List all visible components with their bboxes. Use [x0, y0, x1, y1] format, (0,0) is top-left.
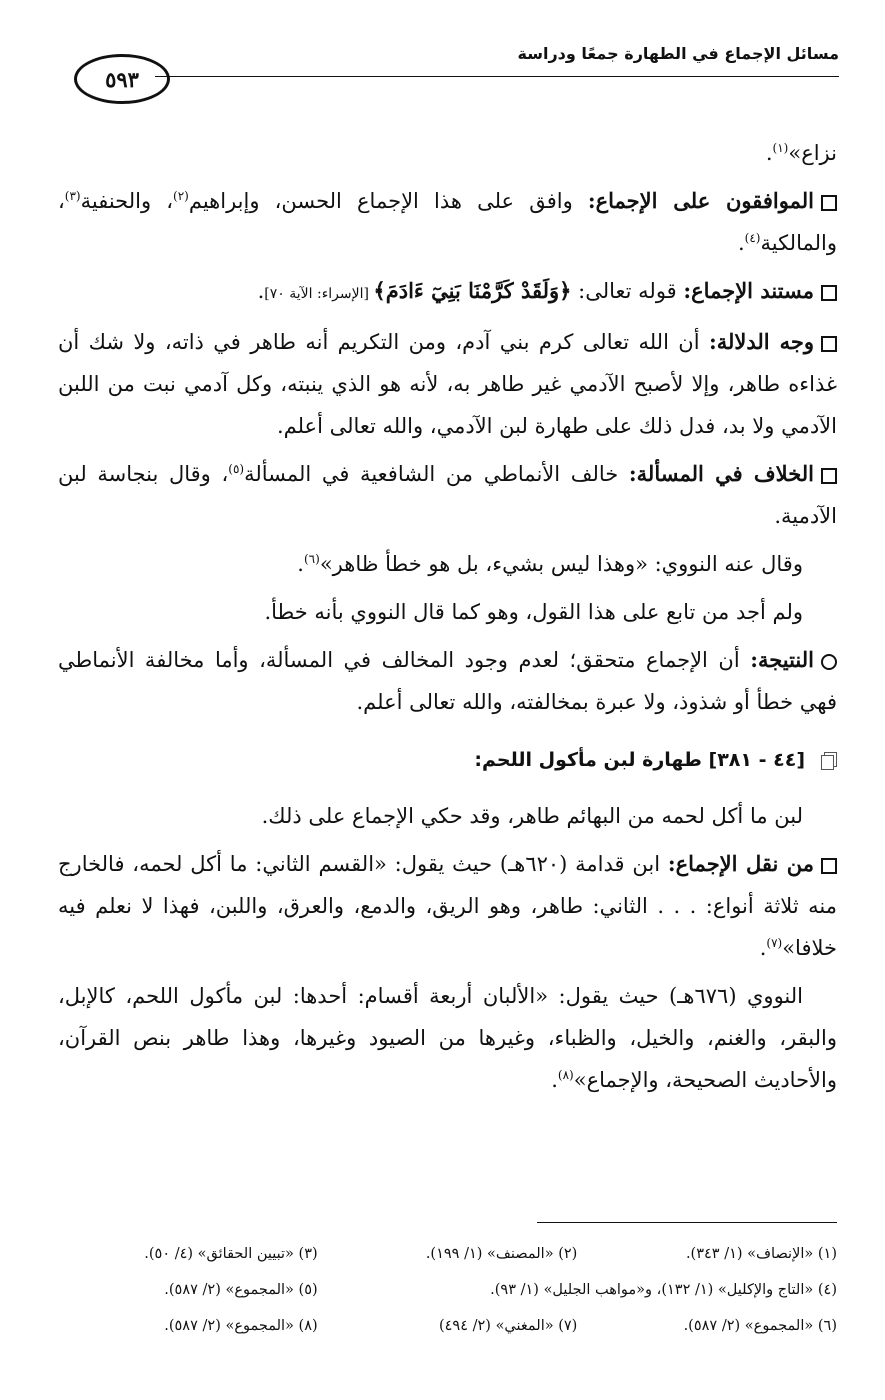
header-rule — [155, 76, 839, 77]
footnote-separator — [537, 1222, 837, 1223]
section-heading: [٤٤ - ٣٨١] طهارة لبن مأكول اللحم: — [58, 739, 837, 781]
square-bullet-icon — [821, 468, 837, 484]
paragraph-result: النتيجة: أن الإجماع متحقق؛ لعدم وجود المخالف في المسألة، وأما مخالفة الأنماطي فهي خطأ أو شذوذ، ولا عبرة بمخالفته، والله تعالى أعلم. — [58, 647, 837, 714]
footnote-ref: (٤) — [744, 231, 761, 245]
term-evidence: مستند الإجماع: — [683, 278, 814, 303]
term-inference: وجه الدلالة: — [708, 329, 814, 354]
footnote-row — [58, 1236, 837, 1272]
footnote-ref: (١) — [772, 141, 789, 155]
square-bullet-icon — [821, 285, 837, 301]
paragraph-inference: وجه الدلالة: أن الله تعالى كرم بني آدم، ومن التكريم أنه طاهر في ذاته، ولا شك أن غذاءه طاهر، وإلا لأصبح الآدمي غير طاهر به، لأنه هو الذي ينبته، وكل آدمي نبت من اللبن الآدمي ولا بد، فدل ذلك على طهارة لبن الآدمي، والله تعالى أعلم. — [58, 329, 837, 438]
paragraph-continuation: نزاع»$^{(١)}$. — [765, 141, 837, 165]
footnote-ref: (٨) — [557, 1068, 574, 1082]
footnote-ref: (٣) — [64, 189, 81, 203]
footnote-4: (٤) «التاج والإكليل» (١/ ١٣٢)، و«مواهب الجليل» (١/ ٩٣). — [490, 1282, 837, 1298]
footnote-ref: (٦) — [303, 552, 320, 566]
term-transmitters: من نقل الإجماع: — [667, 851, 814, 876]
main-text — [58, 132, 837, 1107]
footnote-8: (٨) «المجموع» (٢/ ٥٨٧). — [164, 1318, 318, 1334]
square-bullet-icon — [821, 336, 837, 352]
footnote-ref: (٧) — [766, 936, 783, 950]
paragraph-intro: لبن ما أكل لحمه من البهائم طاهر، وقد حكي الإجماع على ذلك. — [261, 804, 803, 828]
footnote-1: (١) «الإنصاف» (١/ ٣٤٣). — [685, 1246, 837, 1262]
paragraph-no-follower: ولم أجد من تابع على هذا القول، وهو كما قال النووي بأنه خطأ. — [264, 600, 803, 624]
term-result: النتيجة: — [750, 647, 814, 672]
footnote-ref: (٢) — [173, 189, 189, 203]
footnotes — [58, 1236, 837, 1344]
term-agreeing: الموافقون على الإجماع: — [587, 188, 814, 213]
page-number: ٥٩٣ — [74, 54, 170, 104]
footnote-3: (٣) «تبيين الحقائق» (٤/ ٥٠). — [144, 1246, 318, 1262]
footnote-row — [58, 1272, 837, 1308]
footnote-5: (٥) «المجموع» (٢/ ٥٨٧). — [164, 1282, 318, 1298]
square-bullet-icon — [821, 195, 837, 211]
footnote-ref: (٥) — [228, 462, 245, 476]
quran-verse: ﴿وَلَقَدْ كَرَّمْنَا بَنِيٓ ءَادَمَ﴾ — [373, 278, 572, 303]
paragraph-nawawi-quote: وقال عنه النووي: «وهذا ليس بشيء، بل هو خطأ ظاهر»$^{(٦)}$. — [297, 552, 803, 576]
term-disagreement: الخلاف في المسألة: — [628, 461, 814, 486]
document-icon — [819, 752, 837, 770]
paragraph-agreeing: الموافقون على الإجماع: وافق على هذا الإجماع الحسن، وإبراهيم$^{(٢)}$، والحنفية$^{(٣)}$، والمالكية$^{(٤)}$. — [58, 188, 837, 255]
footnote-2: (٢) «المصنف» (١/ ١٩٩). — [425, 1246, 578, 1262]
paragraph-nawawi-milk: النووي (٦٧٦هـ) حيث يقول: «الألبان أربعة أقسام: أحدها: لبن مأكول اللحم، كالإبل، والبقر، والغنم، والخيل، والظباء، وغيرها من الصيود وغيرها، وهذا طاهر بنص القرآن، والأحاديث الصحيحة، والإجماع»$^{(٨)}$. — [58, 984, 837, 1092]
circle-bullet-icon — [821, 654, 837, 670]
square-bullet-icon — [821, 858, 837, 874]
footnote-6: (٦) «المجموع» (٢/ ٥٨٧). — [683, 1318, 837, 1334]
footnote-7: (٧) «المغني» (٢/ ٤٩٤) — [438, 1318, 578, 1334]
paragraph-disagreement: الخلاف في المسألة: خالف الأنماطي من الشافعية في المسألة$^{(٥)}$، وقال بنجاسة لبن الآدمية. — [58, 461, 837, 528]
running-header-title: مسائل الإجماع في الطهارة جمعًا ودراسة — [517, 44, 839, 63]
paragraph-transmitters: من نقل الإجماع: ابن قدامة (٦٢٠هـ) حيث يقول: «القسم الثاني: ما أكل لحمه، فالخارج منه ثلاثة أنواع: . . . الثاني: طاهر، وهو الريق، والدمع، والعرق، واللبن، فهذا لا نعلم فيه خلافا»$^{(٧)}$. — [58, 851, 837, 960]
verse-reference: [الإسراء: الآية ٧٠] — [264, 286, 374, 302]
footnote-row — [58, 1308, 837, 1344]
paragraph-evidence: مستند الإجماع: قوله تعالى: ﴿وَلَقَدْ كَرَّمْنَا بَنِيٓ ءَادَمَ﴾ [الإسراء: الآية ٧٠]. — [58, 270, 837, 315]
